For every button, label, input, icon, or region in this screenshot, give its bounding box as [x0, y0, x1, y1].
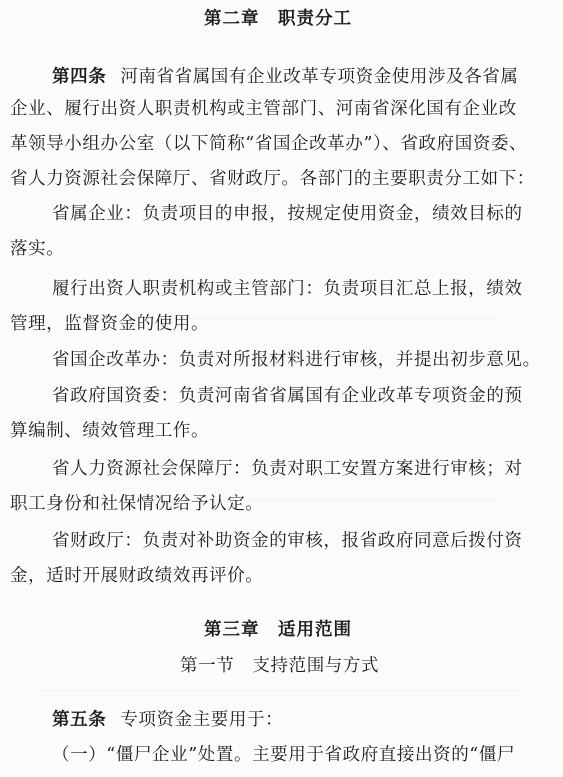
bleed-through-line	[40, 690, 520, 691]
duty-hr-line: 省人力资源社会保障厅：负责对职工安置方案进行审核；对	[52, 459, 523, 479]
chapter-2-title: 第二章 职责分工	[204, 9, 352, 29]
duty-sasac-line: 省政府国资委：负责河南省省属国有企业改革专项资金的预	[52, 386, 523, 406]
duty-enterprises-line: 落实。	[10, 239, 65, 259]
article-4-text-line: 企业、履行出资人职责机构或主管部门、河南省深化国有企业改	[10, 99, 517, 119]
section-1-title: 第一节 支持范围与方式	[180, 656, 380, 676]
duty-hr-line: 职工身份和社保情况给予认定。	[10, 494, 264, 514]
article-4-label: 第四条	[52, 67, 107, 87]
duty-reform-office-line: 省国企改革办：负责对所报材料进行审核，并提出初步意见。	[52, 350, 541, 370]
article-5-label: 第五条	[52, 710, 107, 730]
item-1-line: （一）“僵尸企业”处置。主要用于省政府直接出资的“僵尸	[52, 745, 516, 765]
article-5-text: 专项资金主要用于：	[120, 710, 284, 730]
chapter-3-title: 第三章 适用范围	[204, 620, 352, 640]
article-4-first-line	[52, 66, 519, 88]
article-4-text-line: 河南省省属国有企业改革专项资金使用涉及各省属	[120, 67, 519, 87]
duty-sasac-line: 算编制、绩效管理工作。	[10, 421, 210, 441]
duty-investor-line: 履行出资人职责机构或主管部门：负责项目汇总上报，绩效	[52, 279, 523, 299]
duty-finance-line: 金，适时开展财政绩效再评价。	[10, 566, 264, 586]
duty-investor-line: 管理，监督资金的使用。	[10, 314, 210, 334]
duty-finance-line: 省财政厅：负责对补助资金的审核，报省政府同意后拨付资	[52, 531, 523, 551]
article-5-line	[52, 709, 283, 731]
article-4-text-line: 革领导小组办公室（以下简称“省国企改革办”）、省政府国资委、	[10, 134, 528, 154]
duty-enterprises-line: 省属企业：负责项目的申报，按规定使用资金，绩效目标的	[52, 204, 523, 224]
article-4-text-line: 省人力资源社会保障厅、省财政厅。各部门的主要职责分工如下：	[10, 169, 535, 189]
